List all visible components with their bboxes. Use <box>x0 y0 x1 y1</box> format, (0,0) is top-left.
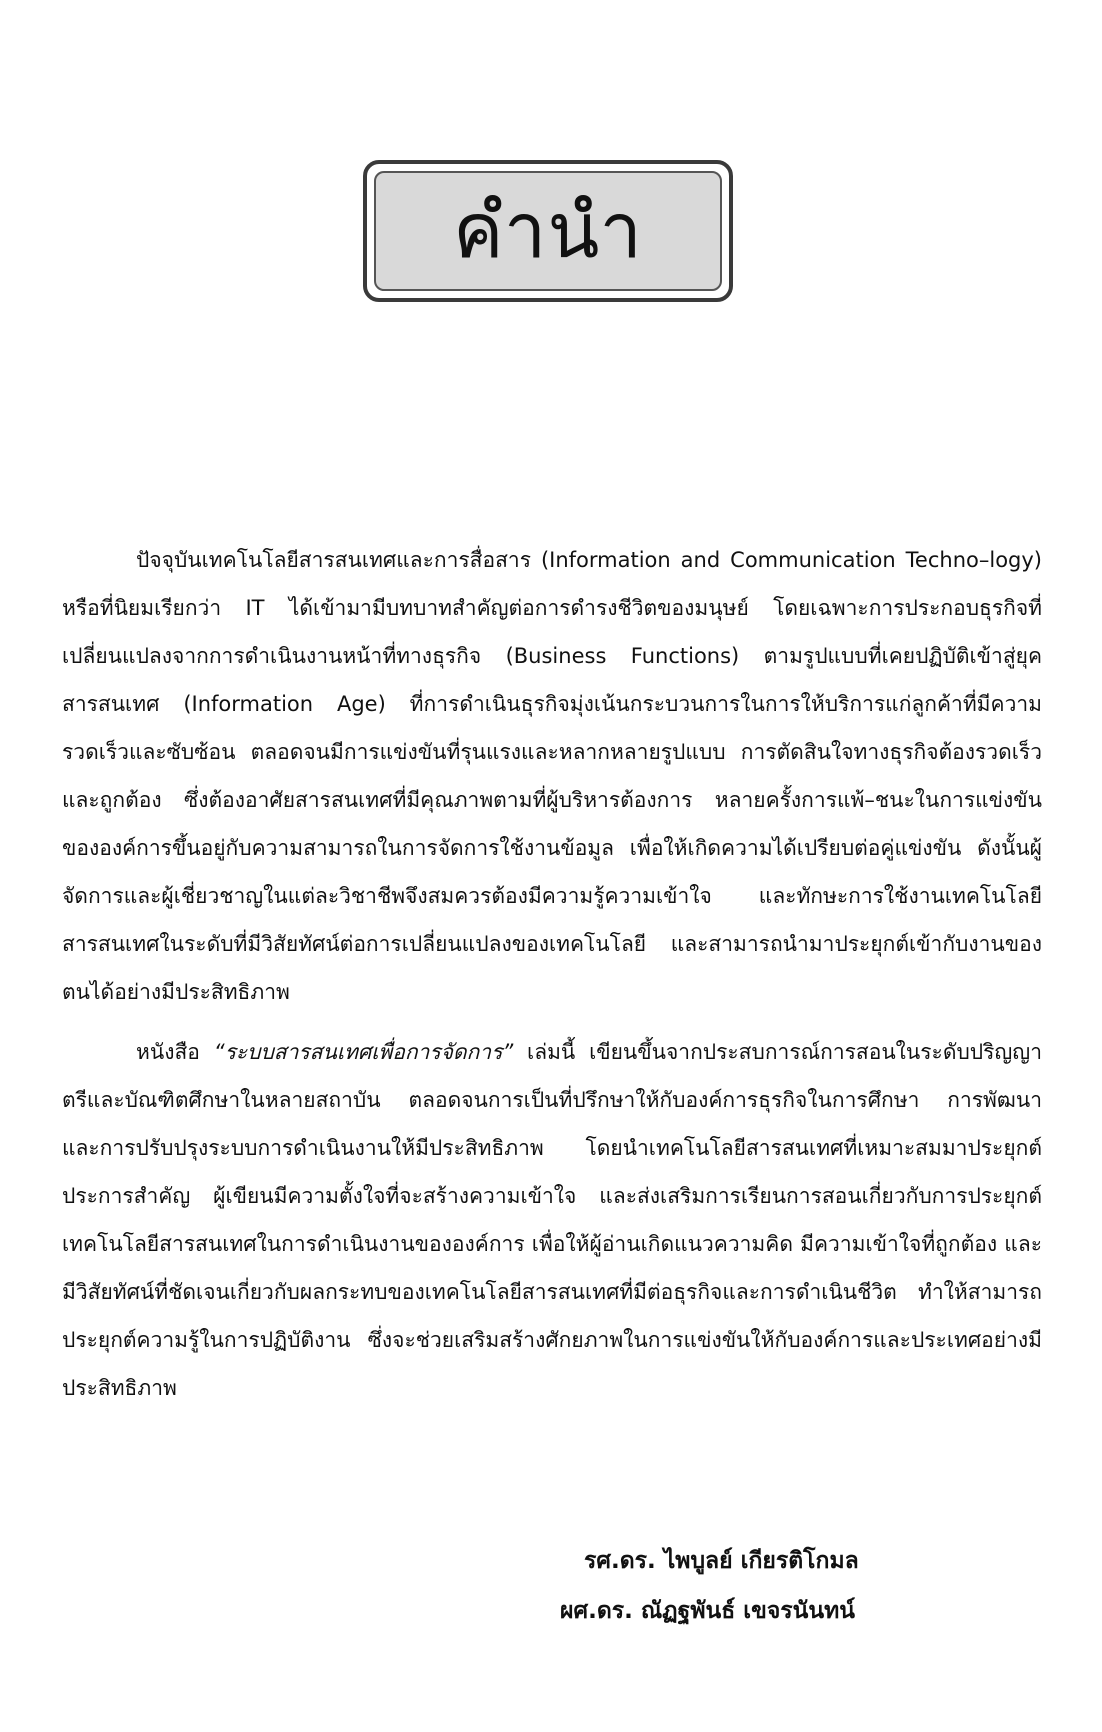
author-signature <box>560 1536 980 1636</box>
book-title: “ระบบสารสนเทศเพื่อการจัดการ” <box>213 1040 514 1064</box>
preface-body <box>62 536 1042 1424</box>
paragraph-1 <box>62 536 1042 1016</box>
author-1: รศ.ดร. ไพบูลย์ เกียรติโกมล <box>584 1548 859 1574</box>
paragraph-2-text: เล่มนี้ เขียนขึ้นจากประสบการณ์การสอนในระดับปริญญาตรีและบัณฑิตศึกษาในหลายสถาบัน ตลอดจนการเป็นที่ปรึกษาให้กับองค์การธุรกิจในการศึกษา การพัฒนา และการปรับปรุงระบบการดำเนินงานให้มีประสิทธิภาพ โดยนำเทคโนโลยีสารสนเทศที่เหมาะสมมาประยุกต์ ประการสำคัญ ผู้เขียนมีความตั้งใจที่จะสร้างความเข้าใจ และส่งเสริมการเรียนการสอนเกี่ยวกับการประยุกต์เทคโนโลยีสารสนเทศในการดำเนินงานขององค์การ เพื่อให้ผู้อ่านเกิดแนวความคิด มีความเข้าใจที่ถูกต้อง และมีวิสัยทัศน์ที่ชัดเจนเกี่ยวกับผลกระทบของเทคโนโลยีสารสนเทศที่มีต่อธุรกิจและการดำเนินชีวิต ทำให้สามารถประยุกต์ความรู้ในการปฏิบัติงาน ซึ่งจะช่วยเสริมสร้างศักยภาพในการแข่งขันให้กับองค์การและประเทศอย่างมีประสิทธิภาพ <box>62 1040 1042 1400</box>
paragraph-2-prefix: หนังสือ <box>136 1040 214 1064</box>
paragraph-2 <box>62 1028 1042 1412</box>
title-box <box>363 160 733 302</box>
author-2: ผศ.ดร. ณัฏฐพันธ์ เขจรนันทน์ <box>560 1598 855 1624</box>
title-inner-panel <box>374 171 722 291</box>
paragraph-1-text: ปัจจุบันเทคโนโลยีสารสนเทศและการสื่อสาร (Information and Communication Techno–logy) หรือที่นิยมเรียกว่า IT ได้เข้ามามีบทบาทสำคัญต่อการดำรงชีวิตของมนุษย์ โดยเฉพาะการประกอบธุรกิจที่เปลี่ยนแปลงจากการดำเนินงานหน้าที่ทางธุรกิจ (Business Functions) ตามรูปแบบที่เคยปฏิบัติเข้าสู่ยุคสารสนเทศ (Information Age) ที่การดำเนินธุรกิจมุ่งเน้นกระบวนการในการให้บริการแก่ลูกค้าที่มีความรวดเร็วและซับซ้อน ตลอดจนมีการแข่งขันที่รุนแรงและหลากหลายรูปแบบ การตัดสินใจทางธุรกิจต้องรวดเร็วและถูกต้อง ซึ่งต้องอาศัยสารสนเทศที่มีคุณภาพตามที่ผู้บริหารต้องการ หลายครั้งการแพ้–ชนะในการแข่งขันขององค์การขึ้นอยู่กับความสามารถในการจัดการใช้งานข้อมูล เพื่อให้เกิดความได้เปรียบต่อคู่แข่งขัน ดังนั้นผู้จัดการและผู้เชี่ยวชาญในแต่ละวิชาชีพจึงสมควรต้องมีความรู้ความเข้าใจ และทักษะการใช้งานเทคโนโลยีสารสนเทศในระดับที่มีวิสัยทัศน์ต่อการเปลี่ยนแปลงของเทคโนโลยี และสามารถนำมาประยุกต์เข้ากับงานของตนได้อย่างมีประสิทธิภาพ <box>62 548 1042 1004</box>
page-title: คำนำ <box>452 186 644 275</box>
